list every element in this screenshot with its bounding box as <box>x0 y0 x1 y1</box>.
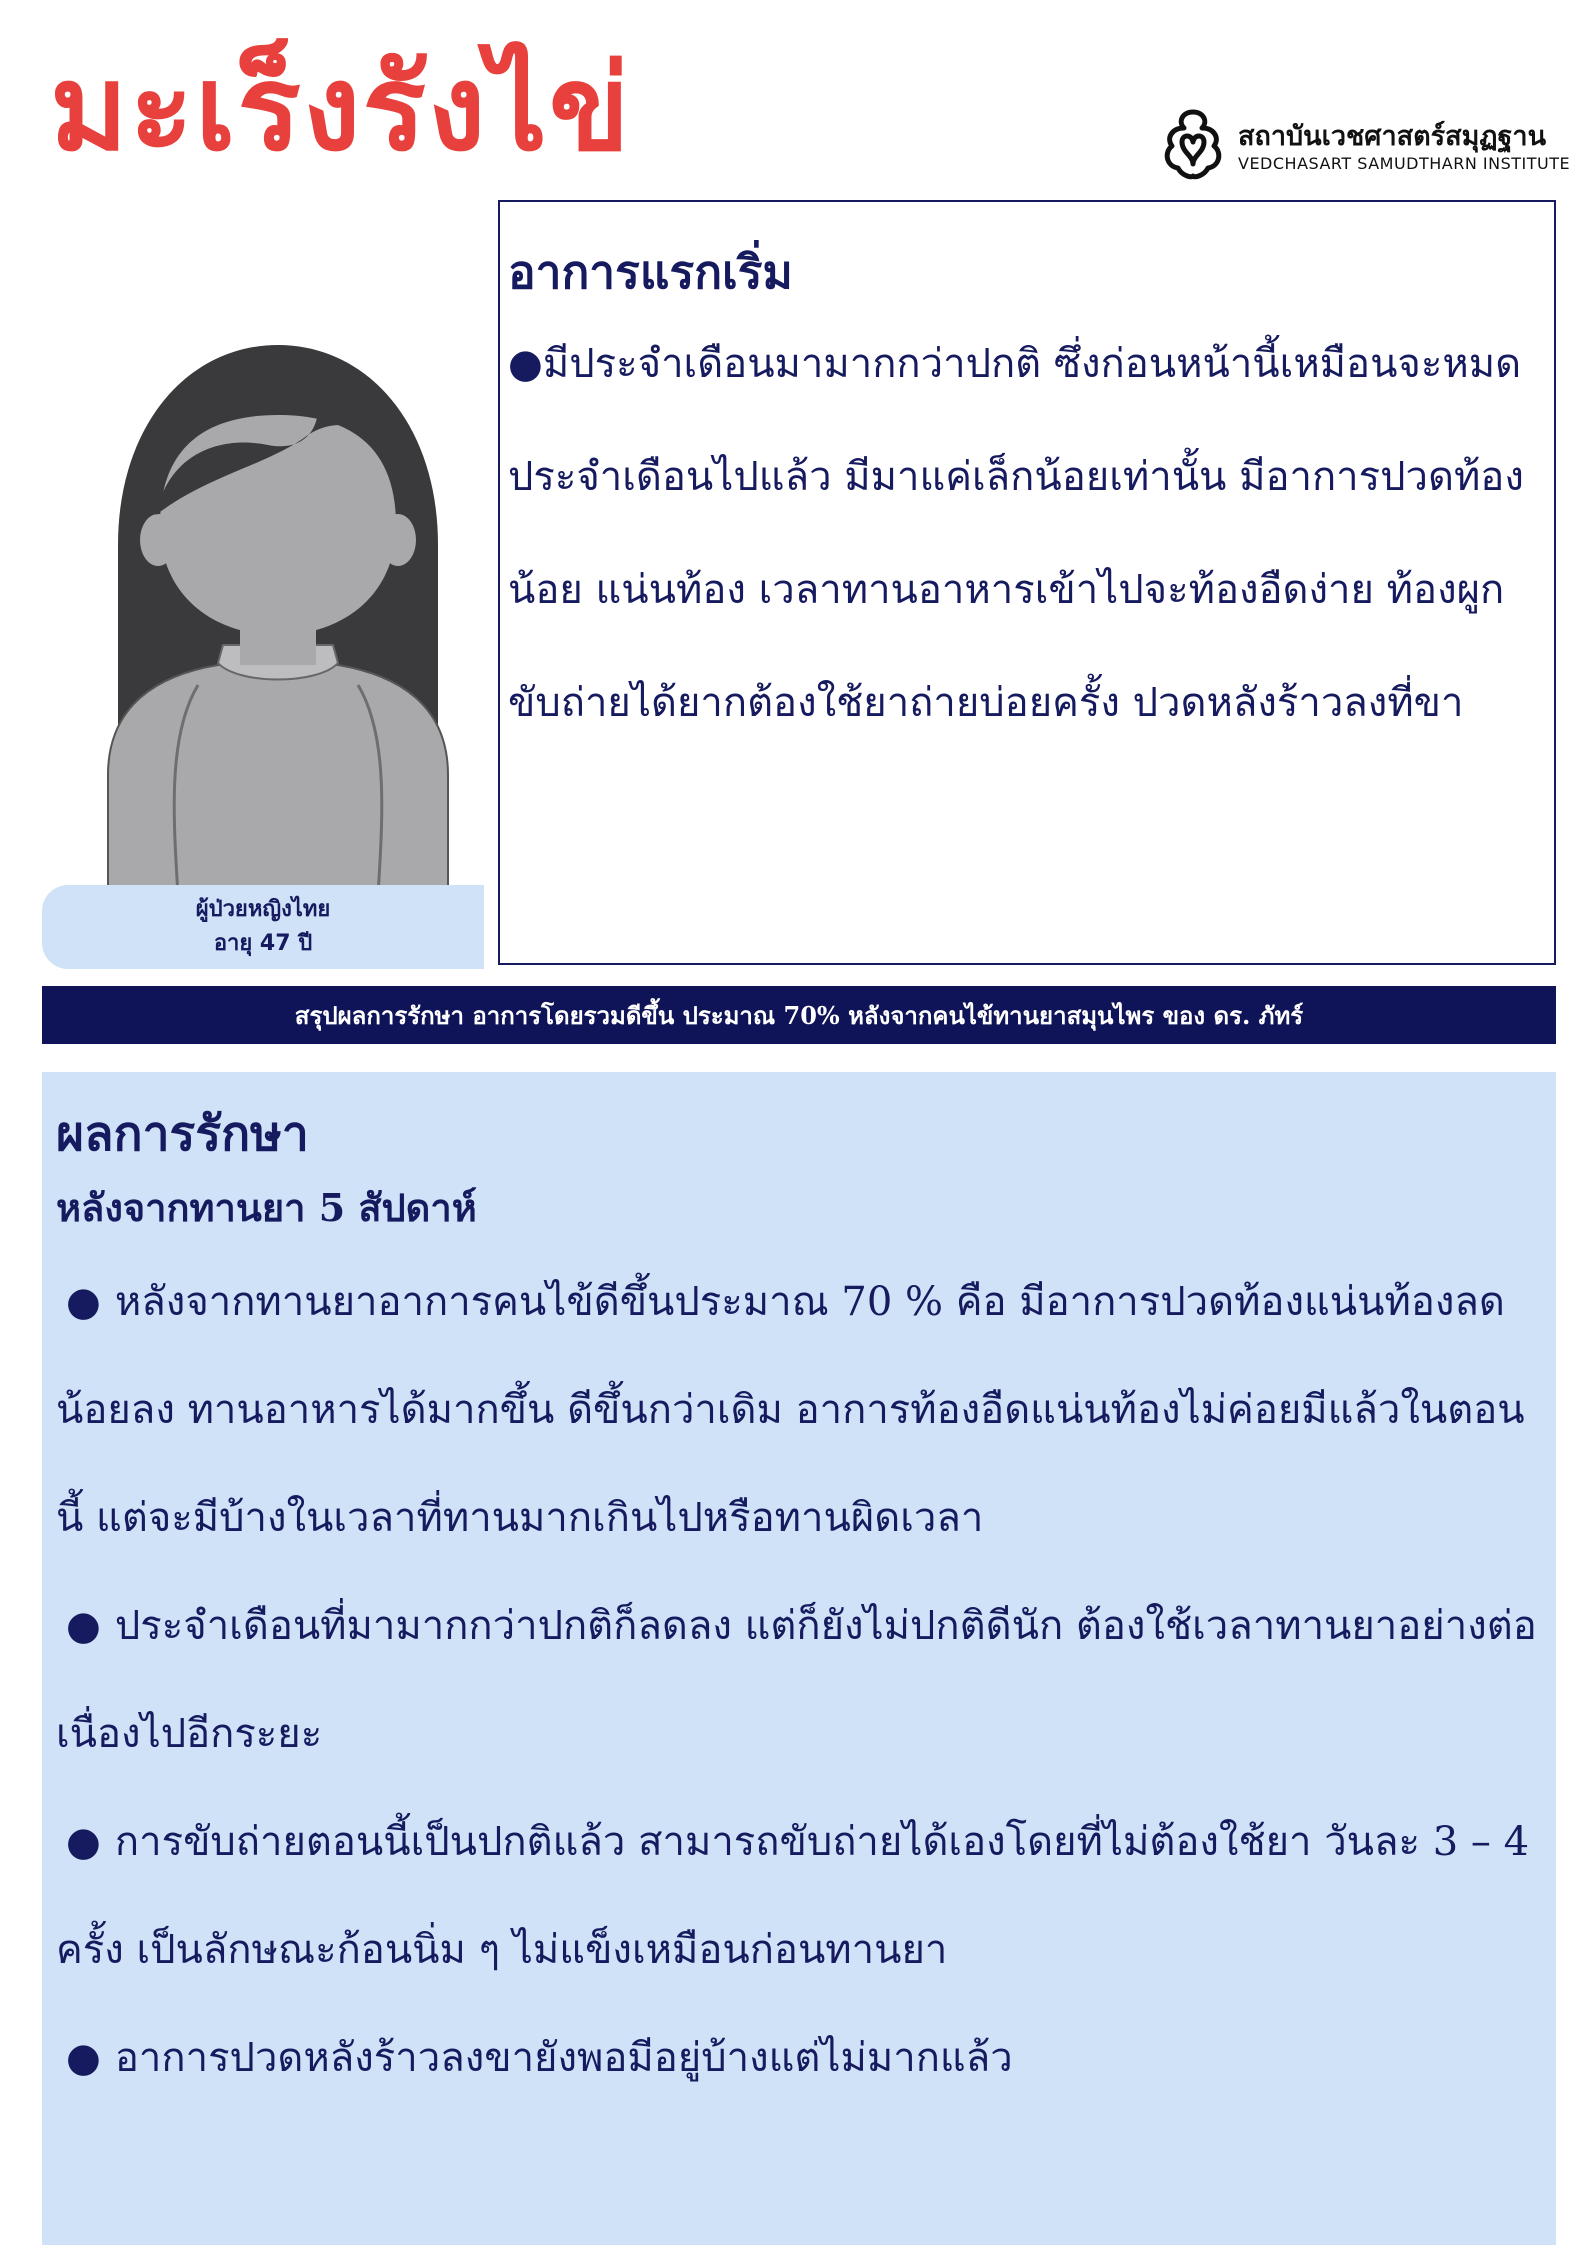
patient-label <box>42 885 484 969</box>
treatment-results-panel <box>42 1072 1556 2245</box>
result-item-text: ประจำเดือนที่มามากกว่าปกติก็ลดลง แต่ก็ยังไม่ปกติดีนัก ต้องใช้เวลาทานยาอย่างต่อเนื่องไปอีกระยะ <box>56 1603 1537 1757</box>
institute-name-thai: สถาบันเวชศาสตร์สมุฏฐาน <box>1238 121 1547 152</box>
bullet-icon: ● <box>508 341 543 387</box>
result-item-text: อาการปวดหลังร้าวลงขายังพอมีอยู่บ้างแต่ไม่มากแล้ว <box>114 2035 1013 2081</box>
bullet-icon: ● <box>66 1279 101 1325</box>
patient-age: อายุ 47 ปี <box>213 931 313 956</box>
result-item <box>56 1788 1542 2004</box>
result-item <box>56 2004 1542 2112</box>
patient-description: ผู้ป่วยหญิงไทย <box>195 897 331 922</box>
results-heading: ผลการรักษา <box>56 1106 309 1162</box>
patient-avatar-icon <box>78 345 478 895</box>
result-item <box>56 1572 1542 1788</box>
result-item-text: การขับถ่ายตอนนี้เป็นปกติแล้ว สามารถขับถ่ายได้เองโดยที่ไม่ต้องใช้ยา วันละ 3 – 4 ครั้ง เป็นลักษณะก้อนนิ่ม ๆ ไม่แข็งเหมือนก่อนทานยา <box>56 1819 1530 1973</box>
bullet-icon: ● <box>66 2035 101 2081</box>
result-item-text: หลังจากทานยาอาการคนไข้ดีขึ้นประมาณ 70 % คือ มีอาการปวดท้องแน่นท้องลดน้อยลง ทานอาหารได้มากขึ้น ดีขึ้นกว่าเดิม อาการท้องอืดแน่นท้องไม่ค่อยมีแล้วในตอนนี้ แต่จะมีบ้างในเวลาที่ทานมากเกินไปหรือทานผิดเวลา <box>56 1279 1525 1541</box>
initial-symptoms-box <box>498 200 1556 965</box>
bullet-icon: ● <box>66 1603 101 1649</box>
page-title: มะเร็งรังไข่ <box>50 39 632 177</box>
initial-symptoms-heading: อาการแรกเริ่ม <box>508 245 793 299</box>
treatment-summary-bar: สรุปผลการรักษา อาการโดยรวมดีขึ้น ประมาณ 70% หลังจากคนไข้ทานยาสมุนไพร ของ ดร. ภัทร์ <box>42 986 1556 1044</box>
bullet-icon: ● <box>66 1819 101 1865</box>
institute-logo <box>1160 108 1571 180</box>
initial-symptoms-text <box>508 308 1546 760</box>
result-item <box>56 1248 1542 1572</box>
institute-logo-icon <box>1160 108 1226 180</box>
symptoms-description: มีประจำเดือนมามากกว่าปกติ ซึ่งก่อนหน้านี้เหมือนจะหมดประจำเดือนไปแล้ว มีมาแค่เล็กน้อยเท่านั้น มีอาการปวดท้องน้อย แน่นท้อง เวลาทานอาหารเข้าไปจะท้องอืดง่าย ท้องผูก ขับถ่ายได้ยากต้องใช้ยาถ่ายบ่อยครั้ง ปวดหลังร้าวลงที่ขา <box>508 341 1524 726</box>
institute-name-english: VEDCHASART SAMUDTHARN INSTITUTE <box>1238 154 1571 173</box>
results-subheading: หลังจากทานยา 5 สัปดาห์ <box>56 1185 477 1230</box>
